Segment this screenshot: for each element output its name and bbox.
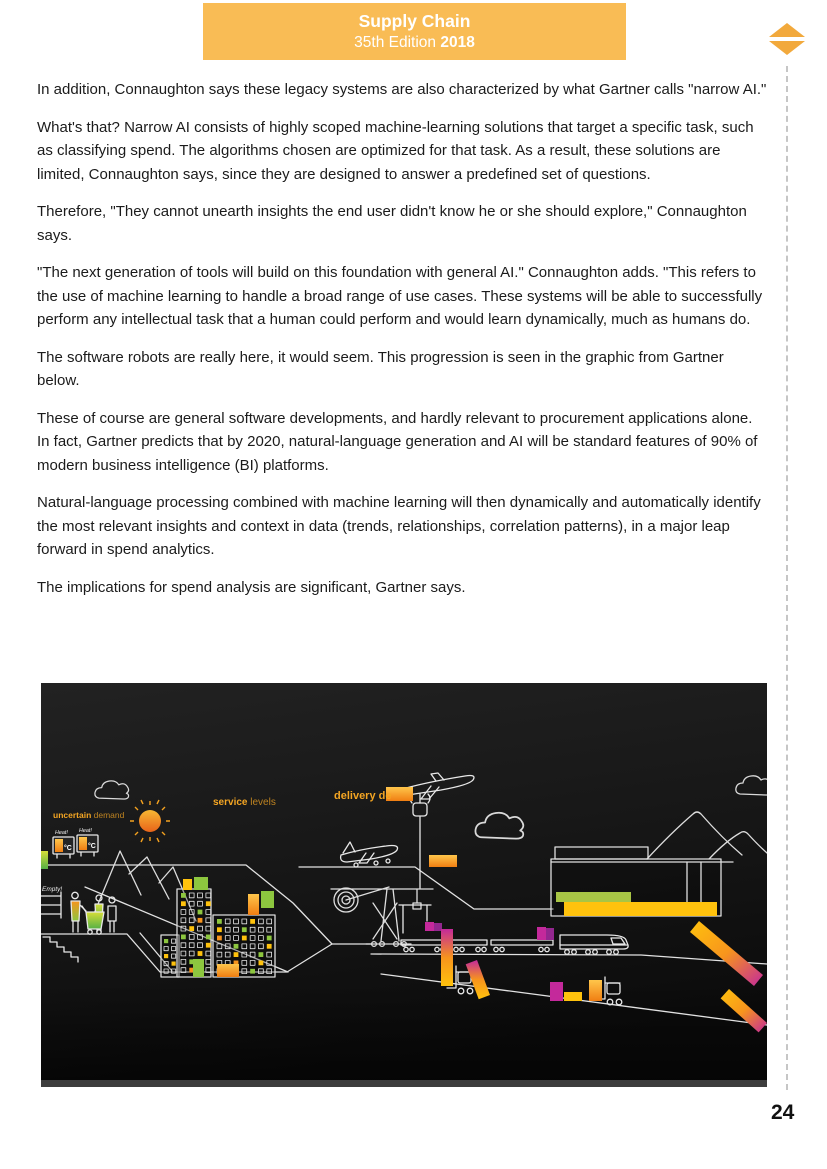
- body-paragraph: In addition, Connaughton says these legacy systems are also characterized by what Gartner calls "narrow AI.": [37, 81, 767, 98]
- nav-diamond-icon[interactable]: [769, 23, 805, 56]
- banner-edition-prefix: 35th Edition: [354, 33, 441, 51]
- gartner-illustration: [41, 683, 767, 1087]
- body-paragraph: What's that? Narrow AI consists of highly scoped machine-learning solutions that target a specific task, such as classifying spend. The algorithms chosen are optimized for that task. As a result, these solutions are limited, Connaughton says, since they are designed to answer a predefined set of questions.: [37, 118, 754, 183]
- banner-edition-year: 2018: [440, 33, 475, 51]
- banner-edition: [354, 33, 475, 52]
- body-paragraph: Natural-language processing combined with machine learning will then dynamically and automatically identify the most relevant insights and context in data (trends, relationships, correlation patterns), in a major leap forward in spend analytics.: [37, 494, 761, 558]
- celsius-label: °C: [88, 843, 96, 850]
- shelf-icon: [41, 892, 61, 918]
- heat-label: Heat!: [79, 828, 92, 834]
- delivery-label: delivery de: [334, 790, 392, 802]
- down-arrow-icon: [769, 41, 805, 55]
- body-paragraph: "The next generation of tools will build on this foundation with general AI." Connaughton adds. "This refers to the use of machine learning to handle a broad range of use cases. These systems will be able to successfully perform any intellectual task that a human could perform and would learn dynamically, much as humans do.: [37, 264, 763, 328]
- service-levels-label: service levels: [213, 797, 276, 808]
- empty-label: Empty!: [42, 886, 63, 893]
- uncertain-demand-label: uncertain demand: [53, 810, 125, 820]
- body-paragraph: The software robots are really here, it would seem. This progression is seen in the graphic from Gartner below.: [37, 348, 724, 389]
- page-number: 24: [771, 1101, 795, 1124]
- body-paragraph: The implications for spend analysis are significant, Gartner says.: [37, 578, 466, 596]
- floor-edge: [41, 1080, 767, 1087]
- edition-banner: [203, 3, 626, 60]
- up-arrow-icon: [769, 23, 805, 37]
- body-paragraph: Therefore, "They cannot unearth insights the end user didn't know he or she should explore," Connaughton says.: [37, 203, 747, 244]
- heat-label: Heat!: [55, 830, 68, 836]
- celsius-label: °C: [64, 845, 72, 852]
- page-divider-dashed-line: [786, 66, 788, 1090]
- body-text: [37, 78, 768, 613]
- banner-title: Supply Chain: [358, 10, 471, 31]
- body-paragraph: These of course are general software developments, and hardly relevant to procurement applications alone. In fact, Gartner predicts that by 2020, natural-language generation and AI will be standard features of 90% of modern business intelligence (BI) platforms.: [37, 409, 758, 474]
